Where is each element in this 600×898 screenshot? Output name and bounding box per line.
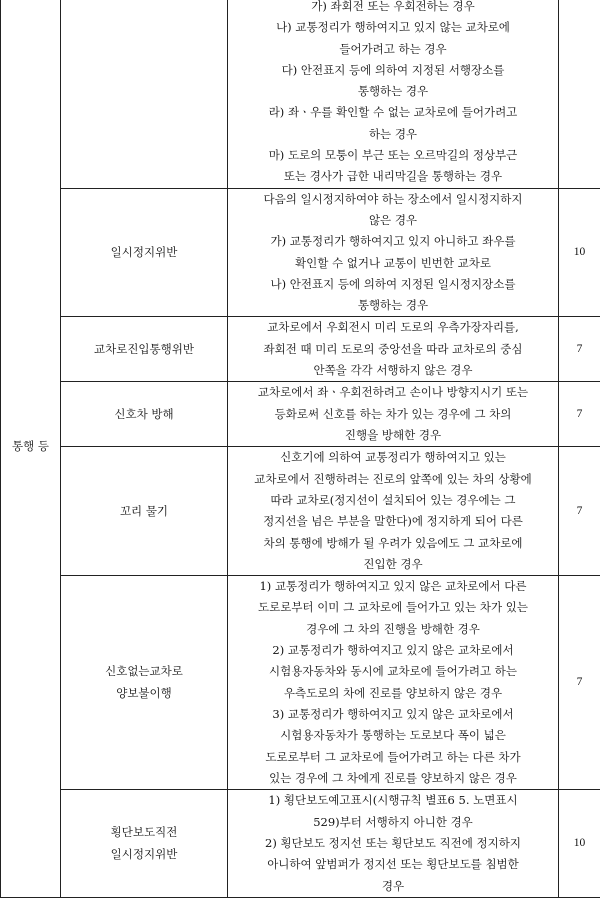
- table-row: [1, 382, 600, 447]
- description-line: 가) 교통정리가 행하여지고 있지 아니하고 좌우를: [232, 231, 554, 252]
- description-line: 진행을 방해한 경우: [232, 425, 554, 446]
- description-line: 다음의 일시정지하여야 하는 장소에서 일시정지하지: [232, 189, 554, 210]
- description-line: 우측도로의 차에 진로를 양보하지 않은 경우: [232, 683, 554, 704]
- description-line: 2) 횡단보도 정지선 또는 횡단보도 직전에 정지하지: [232, 833, 554, 854]
- penalty-points-cell: [559, 576, 600, 790]
- description-line: 경우에 그 차의 진행을 방해한 경우: [232, 619, 554, 640]
- description-line: 아니하여 앞범퍼가 정지선 또는 횡단보도를 침범한: [232, 854, 554, 875]
- penalty-points: 7: [577, 505, 583, 517]
- description-line: 교차로에서 진행하려는 진로의 앞쪽에 있는 차의 상황에: [232, 469, 554, 490]
- description-line: 다) 안전표지 등에 의하여 지정된 서행장소를: [232, 60, 554, 81]
- description-line: 시험용자동차가 통행하는 도로보다 폭이 넓은: [232, 725, 554, 746]
- penalty-points: 10: [574, 246, 586, 258]
- description-line: 들어가려고 하는 경우: [232, 39, 554, 60]
- description-line: 1) 교통정리가 행하여지고 있지 않은 교차로에서 다른: [232, 576, 554, 597]
- description-line: 좌회전 때 미리 도로의 중앙선을 따라 교차로의 중심: [232, 339, 554, 360]
- violation-name-line-2: 일시정지위반: [65, 844, 223, 865]
- description-line: 진입한 경우: [232, 554, 554, 575]
- description-line: 1) 횡단보도예고표시(시행규칙 별표6 5. 노면표시: [232, 790, 554, 811]
- description-line: 통행하는 경우: [232, 81, 554, 102]
- penalty-points-cell: [559, 382, 600, 447]
- description-line: 신호기에 의하여 교통정리가 행하여지고 있는: [232, 447, 554, 468]
- description-line: 도로로부터 그 교차로에 들어가려고 하는 다른 차가: [232, 747, 554, 768]
- category-label: 통행 등: [12, 439, 49, 453]
- description-line: 2) 교통정리가 행하여지고 있지 않은 교차로에서: [232, 640, 554, 661]
- description-line: 하는 경우: [232, 124, 554, 145]
- description-line: 차의 통행에 방해가 될 우려가 있음에도 그 교차로에: [232, 533, 554, 554]
- penalty-points-cell: [559, 790, 600, 898]
- penalty-points-cell: [559, 188, 600, 317]
- violation-description-cell: [228, 188, 559, 317]
- penalty-points: 7: [577, 676, 583, 688]
- violation-name-cell: [61, 317, 228, 382]
- penalty-points-cell: [559, 0, 600, 188]
- penalty-points-cell: [559, 317, 600, 382]
- violation-name: 신호차 방해: [114, 407, 173, 421]
- description-line: 가) 좌회전 또는 우회전하는 경우: [232, 0, 554, 17]
- violation-description-cell: [228, 0, 559, 188]
- description-line: 마) 도로의 모퉁이 부근 또는 오르막길의 정상부근: [232, 145, 554, 166]
- violation-name: 꼬리 물기: [120, 504, 168, 518]
- description-line: 3) 교통정리가 행하여지고 있지 않은 교차로에서: [232, 704, 554, 725]
- violation-description-cell: [228, 576, 559, 790]
- violation-name-cell: [61, 188, 228, 317]
- violation-name-cell: [61, 382, 228, 447]
- violation-description-cell: [228, 790, 559, 898]
- description-line: 않은 경우: [232, 210, 554, 231]
- table-row: [1, 0, 600, 188]
- description-line: 나) 교통정리가 행하여지고 있지 않는 교차로에: [232, 17, 554, 38]
- violation-name-cell: [61, 576, 228, 790]
- violation-name-cell: [61, 0, 228, 188]
- description-line: 안쪽을 각각 서행하지 않은 경우: [232, 360, 554, 381]
- description-line: 정지선을 넘은 부분을 말한다)에 정지하게 되어 다른: [232, 511, 554, 532]
- table-row: [1, 790, 600, 898]
- description-line: 등화로써 신호를 하는 차가 있는 경우에 그 차의: [232, 404, 554, 425]
- description-line: 시험용자동차와 동시에 교차로에 들어가려고 하는: [232, 661, 554, 682]
- violation-name: 일시정지위반: [111, 245, 178, 259]
- penalty-points: 7: [577, 343, 583, 355]
- description-line: 나) 안전표지 등에 의하여 지정된 일시정지장소를: [232, 274, 554, 295]
- violation-description-cell: [228, 317, 559, 382]
- penalty-points: 10: [574, 837, 586, 849]
- description-line: 도로로부터 이미 그 교차로에 들어가고 있는 차가 있는: [232, 597, 554, 618]
- violation-name: 신호없는교차로: [65, 661, 223, 682]
- violation-description-cell: [228, 447, 559, 576]
- penalty-points: 7: [577, 408, 583, 420]
- description-line: 있는 경우에 그 차에게 진로를 양보하지 않은 경우: [232, 768, 554, 789]
- description-line: 확인할 수 없거나 교통이 빈번한 교차로: [232, 253, 554, 274]
- description-line: 교차로에서 우회전시 미리 도로의 우측가장자리를,: [232, 317, 554, 338]
- table-row: [1, 576, 600, 790]
- violation-name-line-2: 양보불이행: [65, 683, 223, 704]
- description-line: 라) 좌ㆍ우를 확인할 수 없는 교차로에 들어가려고: [232, 102, 554, 123]
- violation-name-cell: [61, 790, 228, 898]
- table-row: [1, 188, 600, 317]
- violation-description-cell: [228, 382, 559, 447]
- description-line: 교차로에서 좌ㆍ우회전하려고 손이나 방향지시기 또는: [232, 382, 554, 403]
- violation-name: 교차로진입통행위반: [94, 342, 194, 356]
- violation-name-cell: [61, 447, 228, 576]
- violation-name: 횡단보도직전: [65, 822, 223, 843]
- description-line: 경우: [232, 876, 554, 897]
- category-cell: [1, 0, 61, 898]
- description-line: 529)부터 서행하지 아니한 경우: [232, 812, 554, 833]
- description-line: 또는 경사가 급한 내리막길을 통행하는 경우: [232, 166, 554, 187]
- description-line: 따라 교차로(정지선이 설치되어 있는 경우에는 그: [232, 490, 554, 511]
- description-line: 통행하는 경우: [232, 295, 554, 316]
- penalty-points-cell: [559, 447, 600, 576]
- table-row: [1, 317, 600, 382]
- table-row: [1, 447, 600, 576]
